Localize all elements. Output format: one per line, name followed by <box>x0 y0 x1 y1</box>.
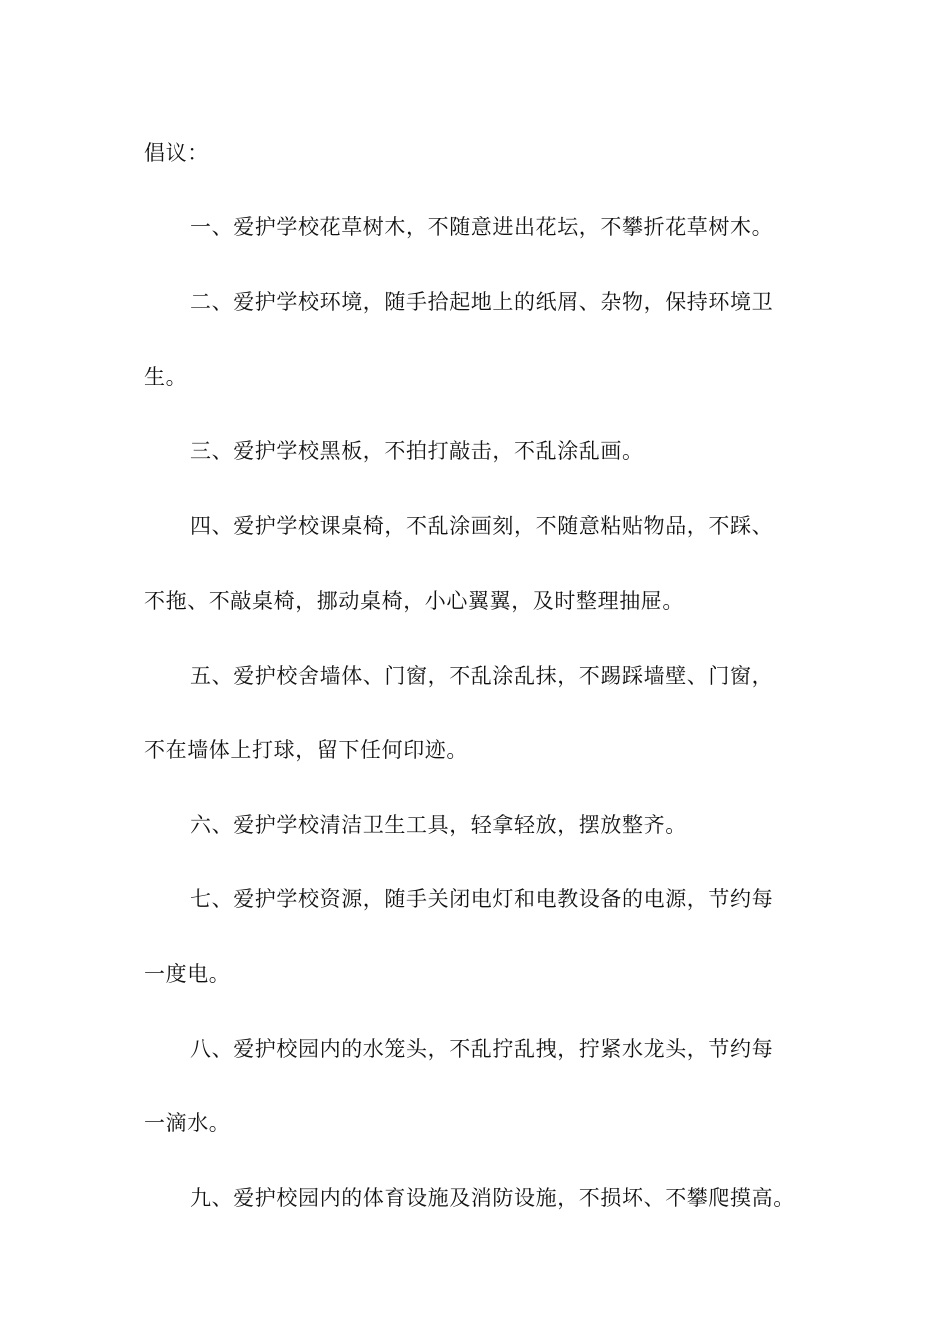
paragraph-line: 不拖、不敲桌椅，挪动桌椅，小心翼翼，及时整理抽屉。 <box>144 589 684 613</box>
paragraph-line: 六、爱护学校清洁卫生工具，轻拿轻放，摆放整齐。 <box>190 813 687 837</box>
heading-line: 倡议： <box>144 141 209 165</box>
paragraph-line: 七、爱护学校资源，随手关闭电灯和电教设备的电源，节约每 <box>190 887 774 911</box>
paragraph-line: 九、爱护校园内的体育设施及消防设施，不损坏、不攀爬摸高。 <box>190 1186 795 1210</box>
paragraph-line: 三、爱护学校黑板，不拍打敲击，不乱涂乱画。 <box>190 439 644 463</box>
paragraph-line: 不在墙体上打球，留下任何印迹。 <box>144 738 468 762</box>
paragraph-line: 二、爱护学校环境，随手拾起地上的纸屑、杂物，保持环境卫 <box>190 290 774 314</box>
paragraph-line: 生。 <box>144 365 188 389</box>
paragraph-line: 一度电。 <box>144 962 231 986</box>
paragraph-line: 一滴水。 <box>144 1111 231 1135</box>
paragraph-line: 五、爱护校舍墙体、门窗，不乱涂乱抹，不踢踩墙壁、门窗， <box>190 664 774 688</box>
paragraph-line: 八、爱护校园内的水笼头，不乱拧乱拽，拧紧水龙头，节约每 <box>190 1037 774 1061</box>
paragraph-line: 四、爱护学校课桌椅，不乱涂画刻，不随意粘贴物品，不踩、 <box>190 514 774 538</box>
paragraph-line: 一、爱护学校花草树木，不随意进出花坛，不攀折花草树木。 <box>190 215 774 239</box>
